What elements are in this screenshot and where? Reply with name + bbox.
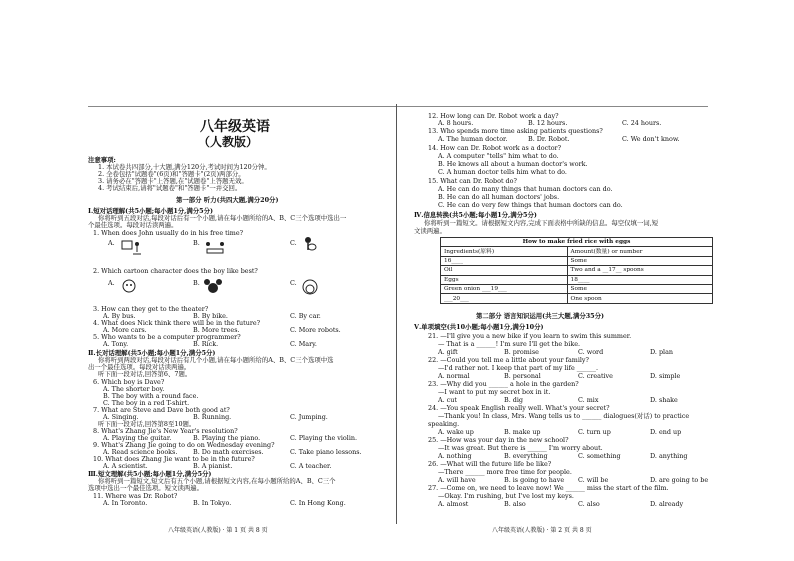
table-row — [441, 256, 713, 265]
option: C. A human doctor tells him what to do. — [438, 168, 567, 176]
table-cell: Amount(数量) or number — [567, 247, 712, 256]
table-row — [441, 266, 713, 275]
watching-tv-picture — [120, 238, 142, 256]
mickey-mouse-picture — [202, 278, 224, 296]
page-footer-left: 八年级英语(人教版) · 第 1 页 共 8 页 — [168, 527, 268, 534]
option: A. normal — [438, 372, 470, 380]
section4-instruction: 你将听到一篇短文。请根据短文内容,完成下面表格中所缺的信息。每空仅填一词,短 — [424, 219, 659, 227]
option: A. wake up — [438, 428, 474, 436]
option-label: B. — [193, 239, 200, 247]
cartoon-character-picture — [118, 278, 140, 296]
option-label: A. — [108, 239, 115, 247]
question-13: 13. Who spends more time asking patients questions? — [428, 127, 603, 135]
option: A. By bus. — [103, 312, 136, 320]
table-cell: Some — [567, 256, 712, 265]
note-item: 3. 请务必在"答题卡"上答题,在"试题卷"上答题无效。 — [98, 177, 248, 185]
option: D. end up — [650, 428, 682, 436]
page-footer-right: 八年级英语(人教版) · 第 2 页 共 8 页 — [492, 527, 592, 534]
table-row — [441, 247, 713, 256]
table-cell: One spoon — [567, 294, 712, 303]
option: C. turn up — [578, 428, 611, 436]
question-9: 9. What's Zhang Jie going to do on Wednesday evening? — [93, 441, 275, 449]
option: A. A scientist. — [103, 462, 148, 470]
option: C. word — [578, 348, 604, 356]
page-title: 八年级英语 — [200, 119, 270, 135]
option: A. cut — [438, 396, 457, 404]
section1-instruction: 你将听到五段对话,每段对话后有一个小题,请在每小题所给的A、B、C三个选项中选出一 — [98, 214, 347, 222]
option: C. Mary. — [290, 340, 317, 348]
question-3: 3. How can they get to the theater? — [93, 305, 209, 313]
question-22-line2: —I'd rather not. I keep that part of my life ______. — [438, 364, 598, 372]
option: B. promise — [504, 348, 539, 356]
option: C. mix — [578, 396, 599, 404]
section2-instruction: 你将听到两段对话,每段对话后有几个小题,请在每小题所给的A、B、C三个选项中选 — [98, 356, 334, 364]
option: B. make up — [504, 428, 541, 436]
page-subtitle: （人教版） — [198, 135, 259, 149]
option: B. Playing the piano. — [193, 434, 261, 442]
option: C. In Hong Kong. — [290, 499, 346, 507]
section3-instruction: 选项中选出一个最佳选项。短文读两遍。 — [88, 484, 204, 492]
section3-title: Ⅲ.短文理解(共5小题;每小题1分,满分5分) — [88, 470, 212, 478]
question-27-line2: —Okay. I'm rushing, but I've lost my keys. — [438, 492, 574, 500]
question-24: 24. —You speak English really well. What's your secret? — [428, 404, 610, 412]
conversation-1-note: 听下面一段对话,回答第6、7题。 — [98, 370, 192, 378]
question-12: 12. How long can Dr. Robot work a day? — [428, 112, 559, 120]
option: B. dig — [504, 396, 523, 404]
option: B. A pianist. — [193, 462, 233, 470]
option-label: C. — [290, 239, 297, 247]
section5-title: Ⅴ.单项填空(共10小题;每小题1分,满分10分) — [414, 323, 544, 331]
option: A. A computer "tells" him what to do. — [438, 152, 559, 160]
option: D. are going to be — [650, 476, 709, 484]
doraemon-picture — [299, 278, 321, 296]
option: B. everything — [504, 452, 548, 460]
option: B. is going to have — [504, 476, 565, 484]
option: A. gift — [438, 348, 458, 356]
question-23: 23. —Why did you ______ a hole in the garden? — [428, 380, 579, 388]
option: A. The shorter boy. — [103, 385, 165, 393]
table-cell: Two and a __17__ spoons — [567, 266, 712, 275]
option: C. Jumping. — [290, 413, 328, 421]
question-5: 5. Who wants to be a computer programmer? — [93, 333, 241, 341]
question-26-line2: —There ______ more free time for people. — [438, 468, 572, 476]
notes-heading: 注意事项: — [88, 156, 116, 164]
option-label: B. — [193, 279, 200, 287]
table-cell: Green onion ___19___ — [441, 284, 568, 293]
table-cell: Some — [567, 284, 712, 293]
question-11: 11. Where was Dr. Robot? — [93, 492, 178, 500]
section1-title: Ⅰ.短对话理解(共5小题;每小题1分,满分5分) — [88, 207, 214, 215]
option: A. will have — [438, 476, 476, 484]
option: C. More robots. — [290, 326, 341, 334]
conversation-2-note: 听下面一段对话,回答第8至10题。 — [98, 420, 196, 428]
question-23-line2: —I want to put my secret box in it. — [438, 388, 551, 396]
section2-title: Ⅱ.长对话理解(共5小题;每小题1分,满分5分) — [88, 349, 216, 357]
option: B. Running. — [193, 413, 232, 421]
option: B. 12 hours. — [528, 119, 568, 127]
option: A. Playing the guitar. — [103, 434, 172, 442]
question-24-line2: —Thank you! In class, Mrs. Wang tells us to ______ dialogues(对话) to practice — [438, 412, 690, 420]
option: B. personal — [504, 372, 541, 380]
question-7: 7. What are Steve and Dave both good at? — [93, 406, 230, 414]
table-row — [441, 275, 713, 284]
question-25-line2: —It was great. But there is ______ I'm worry about. — [438, 444, 603, 452]
option: B. The boy with a round face. — [103, 392, 199, 400]
option: B. In Tokyo. — [193, 499, 232, 507]
table-cell: 18____ — [567, 275, 712, 284]
table-cell: Oil — [441, 266, 568, 275]
question-2: 2. Which cartoon character does the boy like best? — [93, 267, 258, 275]
option: B. He knows all about a human doctor's work. — [438, 160, 588, 168]
table-cell: Eggs — [441, 275, 568, 284]
option: C. Playing the violin. — [290, 434, 358, 442]
table-row — [441, 284, 713, 293]
question-27: 27. —Come on, we need to leave now! We ______ miss the start of the film. — [428, 484, 669, 492]
option: A. The human doctor. — [438, 135, 508, 143]
option: A. More cars. — [103, 326, 147, 334]
part1-heading: 第一部分 听力(共四大题,满分20分) — [176, 196, 279, 204]
question-25: 25. —How was your day in the new school? — [428, 436, 569, 444]
option: C. 24 hours. — [622, 119, 662, 127]
option-label: A. — [108, 279, 115, 287]
section3-instruction: 你将听到一篇短文,短文后有五个小题,请根据短文内容,在每小题所给的A、B、C三个 — [98, 477, 336, 485]
option: B. Do math exercises. — [193, 448, 264, 456]
recipe-table — [440, 237, 713, 304]
table-row — [441, 294, 713, 303]
table-caption: How to make fried rice with eggs — [441, 238, 713, 247]
option: C. will be — [578, 476, 609, 484]
option: C. By car. — [290, 312, 321, 320]
question-6: 6. Which boy is Dave? — [93, 378, 165, 386]
option: B. Rick. — [193, 340, 219, 348]
question-22: 22. —Could you tell me a little about your family? — [428, 356, 589, 364]
table-cell: Ingredients(原料) — [441, 247, 568, 256]
option: A. 8 hours. — [438, 119, 474, 127]
option-label: C. — [290, 279, 297, 287]
option: C. something — [578, 452, 621, 460]
option: D. anything — [650, 452, 688, 460]
note-item: 4. 考试结束后,请将"试题卷"和"答题卡"一并交回。 — [98, 184, 242, 192]
table-cell: 16____ — [441, 256, 568, 265]
top-rule — [88, 106, 708, 107]
option: D. simple — [650, 372, 681, 380]
question-4: 4. What does Nick think there will be in the future? — [93, 319, 261, 327]
option: B. also — [504, 500, 526, 508]
option: C. A teacher. — [290, 462, 332, 470]
option: A. In Toronto. — [103, 499, 148, 507]
option: A. Read science books. — [103, 448, 178, 456]
question-26: 26. —What will the future life be like? — [428, 460, 552, 468]
playing-chess-picture — [204, 240, 226, 258]
option: A. almost — [438, 500, 469, 508]
column-divider — [396, 104, 397, 524]
option: B. Dr. Robot. — [528, 135, 570, 143]
option: A. Tony. — [103, 340, 129, 348]
part2-heading: 第二部分 语言知识运用(共三大题,满分35分) — [476, 312, 605, 320]
option: A. He can do many things that human doctors can do. — [438, 185, 613, 193]
option: D. already — [650, 500, 684, 508]
section1-instruction: 个最佳选项。每段对话读两遍。 — [88, 221, 178, 229]
section2-instruction: 出一个最佳选项。每段对话读两遍。 — [88, 363, 191, 371]
option: C. The boy in a red T-shirt. — [103, 399, 190, 407]
option: C. Take piano lessons. — [290, 448, 362, 456]
option: B. More trees. — [193, 326, 240, 334]
option: A. Singing. — [103, 413, 139, 421]
question-21: 21. —I'll give you a new bike if you learn to swim this summer. — [428, 332, 632, 340]
table-cell: ___20___ — [441, 294, 568, 303]
option: A. nothing — [438, 452, 472, 460]
question-1: 1. When does John usually do in his free time? — [93, 229, 244, 237]
section4-title: Ⅳ.信息转换(共5小题;每小题1分,满分5分) — [414, 211, 537, 219]
question-10: 10. What does Zhang Jie want to be in the future? — [93, 455, 255, 463]
section4-instruction: 文读两遍。 — [414, 227, 446, 235]
option: D. shake — [650, 396, 678, 404]
question-24-line3: speaking. — [428, 420, 460, 428]
option: C. He can do very few things that human doctors can do. — [438, 201, 623, 209]
option: D. plan — [650, 348, 674, 356]
option: B. He can do all human doctors' jobs. — [438, 193, 560, 201]
option: C. creative — [578, 372, 613, 380]
question-15: 15. What can Dr. Robot do? — [428, 177, 517, 185]
question-21-line2: — That is a ______! I'm sure I'll get the bike. — [438, 340, 581, 348]
option: C. also — [578, 500, 600, 508]
note-item: 2. 全卷包括"试题卷"(6页)和"答题卡"(2页)两部分。 — [98, 170, 245, 178]
option: C. We don't know. — [622, 135, 680, 143]
option: B. By bike. — [193, 312, 228, 320]
question-8: 8. What's Zhang Jie's New Year's resolution? — [93, 427, 238, 435]
playing-guitar-picture — [298, 236, 320, 254]
note-item: 1. 本试卷共四部分,十大题,满分120分,考试时间为120分钟。 — [98, 163, 271, 171]
question-14: 14. How can Dr. Robot work as a doctor? — [428, 144, 562, 152]
